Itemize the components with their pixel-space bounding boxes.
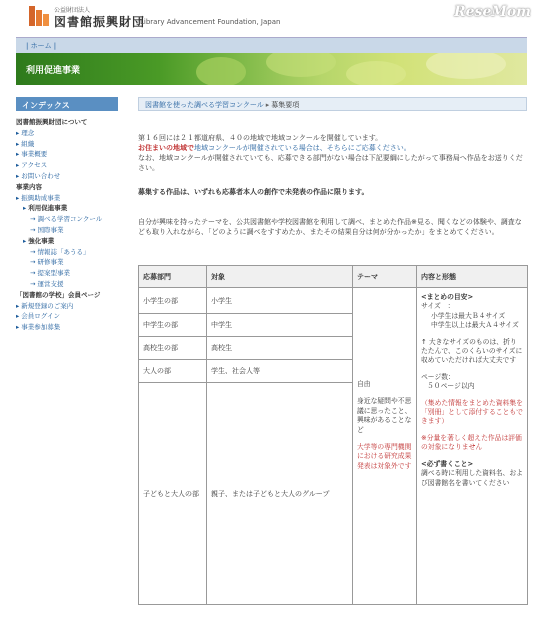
theme-text-1: 身近な疑問や不思議に思ったこと、興味があることなど	[357, 397, 412, 434]
sidebar-item[interactable]	[16, 257, 118, 268]
theme-free: 自由	[357, 380, 371, 388]
sidebar-item-label: 提案型事業	[37, 269, 70, 278]
table-header-row	[139, 266, 528, 288]
target-cell: 小学生	[207, 288, 353, 314]
bullet-icon: ▸	[16, 193, 20, 202]
banner-title: 利用促進事業	[26, 66, 81, 76]
bullet-icon: ▸	[16, 171, 20, 180]
sidebar-item-label: 事業内容	[16, 182, 42, 191]
bullet-icon: ▸	[16, 150, 20, 159]
sidebar-item-label: 会員ログイン	[21, 312, 60, 321]
content-title-2: <必ず書くこと>	[421, 459, 474, 468]
breadcrumb-link[interactable]: 図書館を使った調べる学習コンクール	[145, 101, 264, 109]
big-size-note: ↑ 大きなサイズのものは、折りたたんで、このくらいのサイズに収めていただければ大丈夫です	[421, 337, 523, 365]
breadcrumb-current: 募集要項	[271, 101, 300, 109]
sidebar-item[interactable]	[16, 301, 118, 312]
sidebar-item[interactable]	[16, 279, 118, 290]
sidebar-item-label: 「図書館の学校」会員ページ	[16, 290, 101, 299]
sidebar-item[interactable]	[16, 322, 118, 333]
sidebar-item-label: 強化事業	[28, 236, 55, 245]
sidebar-item-label: 組織	[21, 139, 35, 148]
sidebar-item-label: 新規登録のご案内	[21, 301, 74, 310]
header-dept: 応募部門	[139, 266, 207, 288]
sidebar-item[interactable]	[16, 268, 118, 279]
local-contest-link[interactable]: 地域コンクールが開催されている場合は、そちらにご応募ください。	[194, 144, 411, 152]
bullet-icon: →	[30, 279, 36, 288]
sidebar-item[interactable]	[16, 128, 118, 139]
sidebar-item[interactable]	[16, 193, 118, 204]
target-cell: 学生、社会人等	[207, 360, 353, 383]
size-label: サイズ ：	[421, 302, 455, 311]
intro-line-2	[138, 143, 527, 153]
sidebar-item-label: 理念	[21, 128, 35, 137]
requirements-table	[138, 265, 528, 605]
header-target: 対象	[207, 266, 353, 288]
bullet-icon: →	[30, 247, 36, 256]
sidebar-item-label: 情報誌「あうる」	[37, 247, 90, 256]
sidebar-item[interactable]	[16, 171, 118, 182]
sidebar-item-label: 研修事業	[37, 258, 64, 267]
dept-cell: 大人の部	[139, 360, 207, 383]
breadcrumb	[138, 97, 527, 111]
must-note: 調べる時に利用した資料名、および図書館名を書いてください	[421, 469, 523, 487]
sidebar-item-label: 利用促進事業	[28, 204, 68, 213]
sidebar-item[interactable]	[16, 203, 118, 214]
size-2: 中学生以上は最大Ａ４サイズ	[431, 321, 519, 330]
over-note: ※分量を著しく超えた作品は評価の対象になりません	[421, 433, 522, 452]
sidebar-item[interactable]	[16, 214, 118, 225]
pages-value: ５０ページ以内	[427, 382, 475, 391]
sidebar-item-label: アクセス	[21, 161, 48, 170]
content-cell	[417, 288, 528, 605]
bullet-icon: ▸	[16, 312, 20, 321]
sidebar-item[interactable]	[16, 236, 118, 247]
sidebar-item[interactable]	[16, 311, 118, 322]
org-english-name: Library Advancement Foundation, Japan	[140, 18, 281, 26]
sidebar-list	[16, 117, 118, 333]
intro-line-1: 第１６回には２１都道府県、４０の地域で地域コンクールを開催しています。	[138, 134, 383, 142]
content-title-1: <まとめの目安>	[421, 293, 474, 301]
table-row	[139, 288, 528, 314]
sidebar-item[interactable]	[16, 182, 118, 193]
sidebar	[16, 97, 118, 357]
banner-leaf-decoration	[196, 57, 246, 85]
header-theme: テーマ	[353, 266, 417, 288]
sidebar-item-label: 振興助成事業	[21, 193, 61, 202]
collected-note: （集めた情報をまとめた資料集を「別冊」として添付することもできます）	[421, 398, 523, 426]
notice-text: 募集する作品は、いずれも応募者本人の創作で未発表の作品に限ります。	[138, 188, 369, 196]
sidebar-item-label: 国際事業	[37, 225, 64, 234]
pages-label: ページ数：	[421, 372, 455, 381]
sidebar-heading: インデックス	[16, 97, 118, 111]
breadcrumb-separator-icon: ▸	[265, 101, 270, 109]
sidebar-item-label: 調べる学習コンクール	[37, 215, 103, 224]
sidebar-item[interactable]	[16, 160, 118, 171]
org-name[interactable]: 図書館振興財団	[54, 15, 146, 29]
bullet-icon: ▸	[16, 161, 20, 170]
sidebar-item-label: 事業概要	[21, 150, 48, 159]
intro-line-2-prefix: お住まいの地域で	[138, 144, 194, 152]
dept-cell: 子どもと大人の部	[139, 383, 207, 605]
banner-leaf-decoration	[426, 53, 506, 79]
section-banner	[16, 53, 527, 85]
site-header	[0, 0, 543, 40]
description-text: 自分が興味を持ったテーマを、公共図書館や学校図書館を利用して調べ、まとめた作品※見る、聞くなどの体験や、調査なども取り入れながら、「どのように調べをすすめたか、またその結果自分は何が分かったか」をまとめてください。	[138, 218, 522, 236]
dept-cell: 高校生の部	[139, 337, 207, 360]
target-cell: 親子、または子どもと大人のグループ	[207, 383, 353, 605]
dept-cell: 中学生の部	[139, 314, 207, 337]
sidebar-item[interactable]	[16, 247, 118, 258]
org-type-label: 公益財団法人	[54, 7, 91, 14]
sidebar-item[interactable]	[16, 117, 118, 128]
bullet-icon: ▸	[23, 236, 27, 245]
bullet-icon: →	[30, 215, 36, 224]
bullet-icon: ▸	[16, 139, 20, 148]
bullet-icon: ▸	[16, 301, 20, 310]
foundation-logo[interactable]	[29, 6, 49, 26]
intro-line-3: なお、地域コンクールが開催されていても、応募できる部門がない場合は下記要綱にしたがって事務局へ作品をお送りください。	[138, 154, 523, 172]
home-link[interactable]: | ホーム |	[26, 42, 57, 50]
theme-cell	[353, 288, 417, 605]
size-1: 小学生は最大Ｂ４サイズ	[431, 311, 506, 320]
sidebar-item-label: 運営支援	[37, 279, 64, 288]
target-cell: 中学生	[207, 314, 353, 337]
bullet-icon: ▸	[16, 128, 20, 137]
target-cell: 高校生	[207, 337, 353, 360]
intro-block	[138, 133, 527, 173]
sidebar-item[interactable]	[16, 139, 118, 150]
sidebar-item-label: 図書館振興財団について	[16, 118, 88, 126]
banner-leaf-decoration	[266, 53, 336, 77]
bullet-icon: ▸	[23, 204, 27, 213]
banner-leaf-decoration	[346, 61, 406, 85]
main-content	[138, 97, 527, 237]
sidebar-item[interactable]	[16, 290, 118, 301]
bullet-icon: →	[30, 258, 36, 267]
sidebar-item[interactable]	[16, 149, 118, 160]
resemom-watermark: ReseMom	[454, 4, 531, 20]
header-content: 内容と形態	[417, 266, 528, 288]
theme-text-2: 大学等の専門機関における研究成果発表は対象外です	[357, 443, 412, 470]
sidebar-item-label: 事業参加募集	[21, 323, 61, 332]
dept-cell: 小学生の部	[139, 288, 207, 314]
top-nav	[16, 37, 527, 53]
bullet-icon: →	[30, 269, 36, 278]
bullet-icon: ▸	[16, 323, 20, 332]
sidebar-item-label: お問い合わせ	[21, 171, 61, 180]
sidebar-item[interactable]	[16, 225, 118, 236]
bullet-icon: →	[30, 225, 36, 234]
